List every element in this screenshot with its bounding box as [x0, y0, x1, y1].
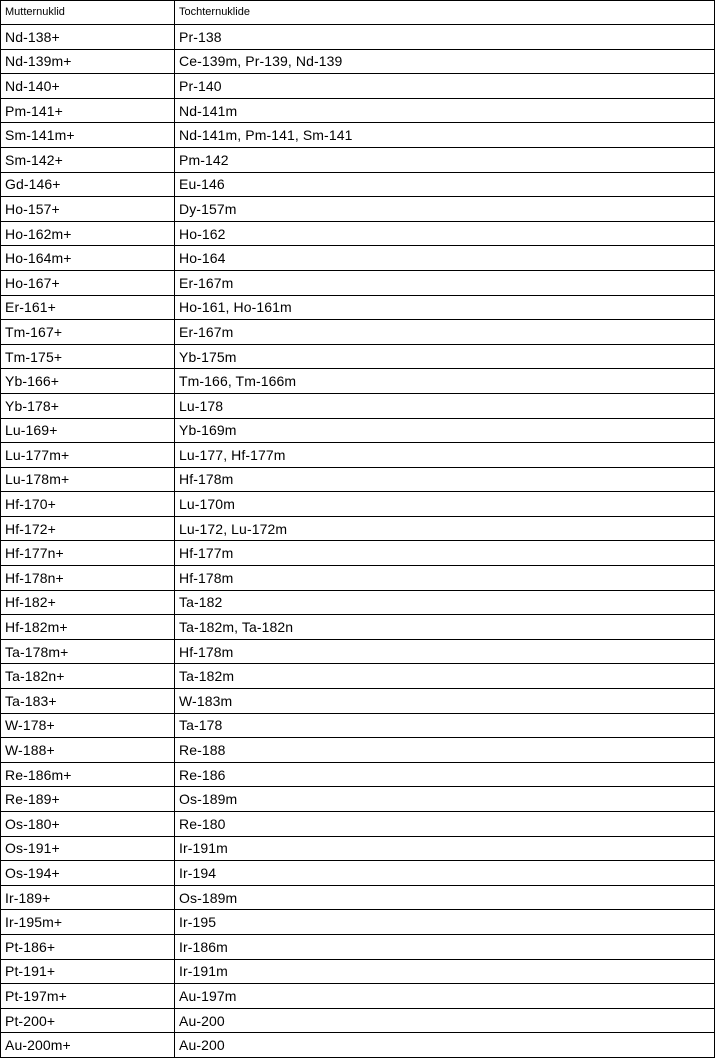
parent-nuclide-cell: Yb-178+ [1, 393, 175, 418]
daughter-nuclides-cell: Os-189m [175, 885, 715, 910]
table-row [1, 713, 715, 738]
parent-nuclide-cell: Hf-182m+ [1, 615, 175, 640]
parent-nuclide-cell: Lu-178m+ [1, 467, 175, 492]
table-row [1, 393, 715, 418]
header-parent-nuclide: Mutternuklid [1, 1, 175, 25]
daughter-nuclides-cell: Ir-194 [175, 861, 715, 886]
daughter-nuclides-cell: Lu-178 [175, 393, 715, 418]
daughter-nuclides-cell: Ta-182 [175, 590, 715, 615]
table-row [1, 467, 715, 492]
parent-nuclide-cell: Hf-182+ [1, 590, 175, 615]
table-row [1, 123, 715, 148]
daughter-nuclides-cell: Au-197m [175, 984, 715, 1009]
parent-nuclide-cell: Nd-138+ [1, 25, 175, 50]
parent-nuclide-cell: Os-194+ [1, 861, 175, 886]
table-row [1, 885, 715, 910]
parent-nuclide-cell: Lu-169+ [1, 418, 175, 443]
daughter-nuclides-cell: Pr-138 [175, 25, 715, 50]
daughter-nuclides-cell: Nd-141m [175, 98, 715, 123]
table-row [1, 910, 715, 935]
parent-nuclide-cell: Lu-177m+ [1, 443, 175, 468]
daughter-nuclides-cell: Re-188 [175, 738, 715, 763]
table-row [1, 516, 715, 541]
parent-nuclide-cell: Hf-170+ [1, 492, 175, 517]
table-row [1, 861, 715, 886]
parent-nuclide-cell: Hf-172+ [1, 516, 175, 541]
table-row [1, 738, 715, 763]
daughter-nuclides-cell: Eu-146 [175, 172, 715, 197]
table-row [1, 344, 715, 369]
parent-nuclide-cell: Ir-195m+ [1, 910, 175, 935]
daughter-nuclides-cell: Ta-182m [175, 664, 715, 689]
daughter-nuclides-cell: W-183m [175, 689, 715, 714]
table-row [1, 639, 715, 664]
parent-nuclide-cell: Au-200m+ [1, 1033, 175, 1058]
daughter-nuclides-cell: Ir-186m [175, 934, 715, 959]
daughter-nuclides-cell: Ho-161, Ho-161m [175, 295, 715, 320]
table-row [1, 443, 715, 468]
parent-nuclide-cell: Sm-142+ [1, 147, 175, 172]
daughter-nuclides-cell: Pm-142 [175, 147, 715, 172]
daughter-nuclides-cell: Hf-178m [175, 566, 715, 591]
daughter-nuclides-cell: Re-186 [175, 762, 715, 787]
parent-nuclide-cell: W-178+ [1, 713, 175, 738]
daughter-nuclides-cell: Yb-175m [175, 344, 715, 369]
parent-nuclide-cell: Ir-189+ [1, 885, 175, 910]
daughter-nuclides-cell: Ir-191m [175, 836, 715, 861]
header-row [1, 1, 715, 25]
daughter-nuclides-cell: Hf-178m [175, 467, 715, 492]
table-row [1, 320, 715, 345]
daughter-nuclides-cell: Lu-172, Lu-172m [175, 516, 715, 541]
daughter-nuclides-cell: Er-167m [175, 270, 715, 295]
table-row [1, 787, 715, 812]
parent-nuclide-cell: Pm-141+ [1, 98, 175, 123]
parent-nuclide-cell: Sm-141m+ [1, 123, 175, 148]
table-row [1, 172, 715, 197]
daughter-nuclides-cell: Ir-191m [175, 959, 715, 984]
table-row [1, 221, 715, 246]
daughter-nuclides-cell: Ir-195 [175, 910, 715, 935]
table-row [1, 98, 715, 123]
parent-nuclide-cell: Pt-186+ [1, 934, 175, 959]
table-row [1, 762, 715, 787]
daughter-nuclides-cell: Au-200 [175, 1033, 715, 1058]
parent-nuclide-cell: Ta-183+ [1, 689, 175, 714]
daughter-nuclides-cell: Pr-140 [175, 74, 715, 99]
daughter-nuclides-cell: Hf-177m [175, 541, 715, 566]
parent-nuclide-cell: Ho-167+ [1, 270, 175, 295]
parent-nuclide-cell: W-188+ [1, 738, 175, 763]
parent-nuclide-cell: Pt-191+ [1, 959, 175, 984]
table-row [1, 492, 715, 517]
header-daughter-nuclides: Tochternuklide [175, 1, 715, 25]
parent-nuclide-cell: Os-180+ [1, 812, 175, 837]
parent-nuclide-cell: Yb-166+ [1, 369, 175, 394]
table-row [1, 664, 715, 689]
table-row [1, 197, 715, 222]
table-row [1, 812, 715, 837]
daughter-nuclides-cell: Lu-177, Hf-177m [175, 443, 715, 468]
table-row [1, 566, 715, 591]
parent-nuclide-cell: Tm-167+ [1, 320, 175, 345]
parent-nuclide-cell: Re-186m+ [1, 762, 175, 787]
table-row [1, 74, 715, 99]
daughter-nuclides-cell: Au-200 [175, 1008, 715, 1033]
parent-nuclide-cell: Hf-178n+ [1, 566, 175, 591]
parent-nuclide-cell: Nd-140+ [1, 74, 175, 99]
daughter-nuclides-cell: Re-180 [175, 812, 715, 837]
daughter-nuclides-cell: Ce-139m, Pr-139, Nd-139 [175, 49, 715, 74]
parent-nuclide-cell: Pt-197m+ [1, 984, 175, 1009]
table-row [1, 418, 715, 443]
table-row [1, 959, 715, 984]
daughter-nuclides-cell: Ho-164 [175, 246, 715, 271]
daughter-nuclides-cell: Yb-169m [175, 418, 715, 443]
table-row [1, 369, 715, 394]
parent-nuclide-cell: Tm-175+ [1, 344, 175, 369]
table-row [1, 295, 715, 320]
table-row [1, 984, 715, 1009]
daughter-nuclides-cell: Os-189m [175, 787, 715, 812]
table-row [1, 934, 715, 959]
daughter-nuclides-cell: Ta-182m, Ta-182n [175, 615, 715, 640]
parent-nuclide-cell: Ta-182n+ [1, 664, 175, 689]
parent-nuclide-cell: Ho-157+ [1, 197, 175, 222]
table-row [1, 689, 715, 714]
parent-nuclide-cell: Os-191+ [1, 836, 175, 861]
table-row [1, 836, 715, 861]
parent-nuclide-cell: Pt-200+ [1, 1008, 175, 1033]
parent-nuclide-cell: Hf-177n+ [1, 541, 175, 566]
table-row [1, 590, 715, 615]
table-row [1, 25, 715, 50]
table-body [1, 25, 715, 1058]
daughter-nuclides-cell: Ta-178 [175, 713, 715, 738]
table-row [1, 246, 715, 271]
daughter-nuclides-cell: Tm-166, Tm-166m [175, 369, 715, 394]
parent-nuclide-cell: Er-161+ [1, 295, 175, 320]
daughter-nuclides-cell: Lu-170m [175, 492, 715, 517]
daughter-nuclides-cell: Er-167m [175, 320, 715, 345]
parent-nuclide-cell: Ho-164m+ [1, 246, 175, 271]
daughter-nuclides-cell: Nd-141m, Pm-141, Sm-141 [175, 123, 715, 148]
parent-nuclide-cell: Nd-139m+ [1, 49, 175, 74]
table-row [1, 1008, 715, 1033]
table-row [1, 270, 715, 295]
table-row [1, 1033, 715, 1058]
daughter-nuclides-cell: Ho-162 [175, 221, 715, 246]
table-row [1, 147, 715, 172]
table-row [1, 615, 715, 640]
daughter-nuclides-cell: Hf-178m [175, 639, 715, 664]
parent-nuclide-cell: Ta-178m+ [1, 639, 175, 664]
table-row [1, 541, 715, 566]
parent-nuclide-cell: Gd-146+ [1, 172, 175, 197]
daughter-nuclides-cell: Dy-157m [175, 197, 715, 222]
parent-nuclide-cell: Ho-162m+ [1, 221, 175, 246]
table-row [1, 49, 715, 74]
parent-nuclide-cell: Re-189+ [1, 787, 175, 812]
